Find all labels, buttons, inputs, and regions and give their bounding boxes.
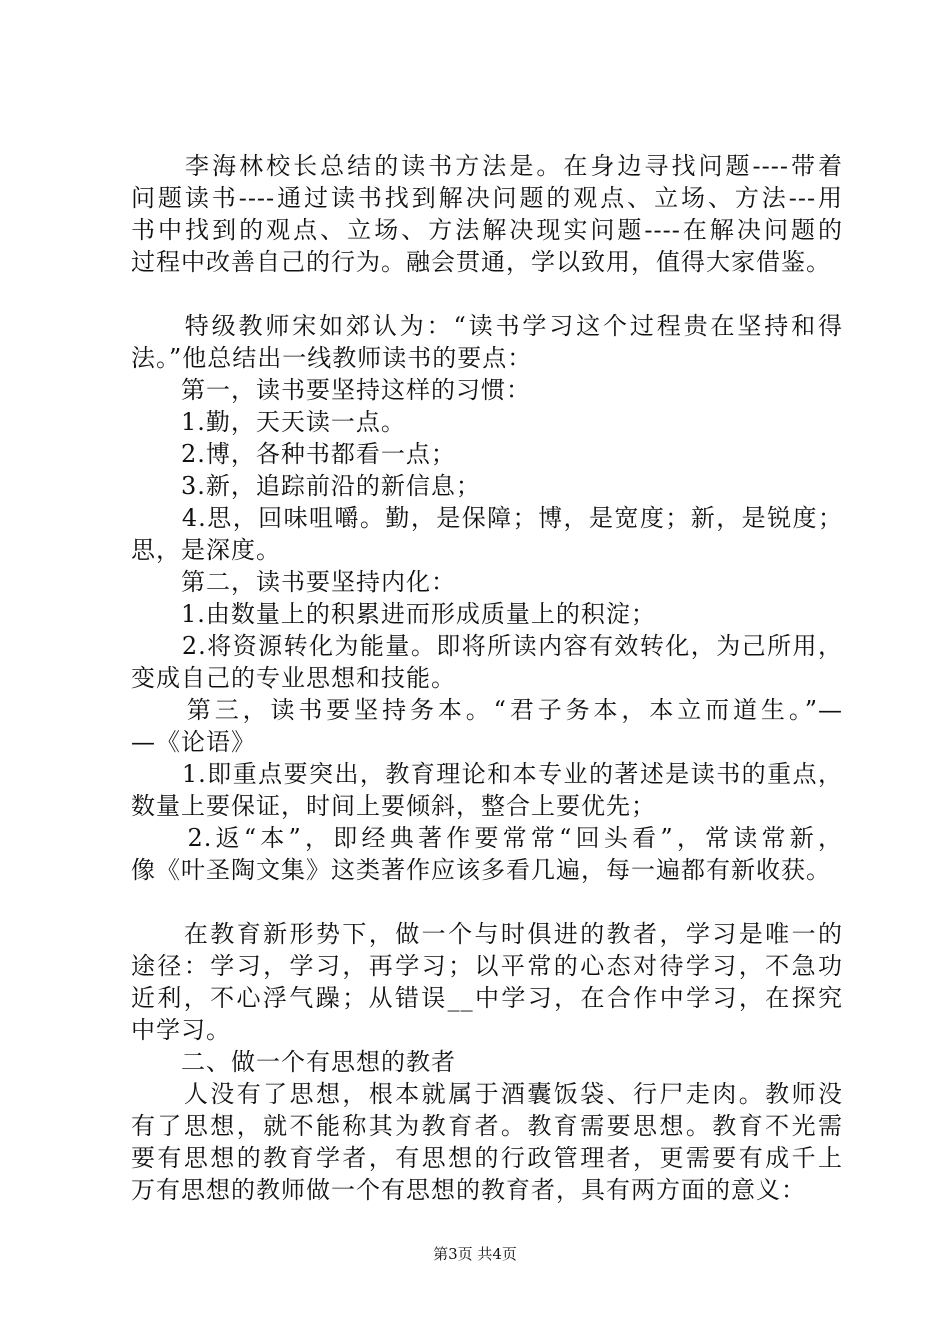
text-line: 1.由数量上的积累进而形成质量上的积淀； [131, 600, 656, 628]
text-line: 书中找到的观点、立场、方法解决现实问题----在解决问题的 [131, 216, 843, 244]
text-line: 法。”他总结出一线教师读书的要点： [131, 344, 533, 372]
text-line: 过程中改善自己的行为。融会贯通，学以致用，值得大家借鉴。 [131, 248, 831, 276]
text-line: —《论语》 [131, 728, 256, 756]
text-line: 2.返“本”，即经典著作要常常“回头看”，常读常新， [131, 824, 843, 852]
text-line: 1.即重点要突出，教育理论和本专业的著述是读书的重点， [131, 760, 843, 788]
text-line: 数量上要保证，时间上要倾斜，整合上要优先； [131, 792, 656, 820]
page-number-footer: 第3页 共4页 [433, 1245, 517, 1263]
text-line: 中学习。 [131, 1016, 231, 1044]
text-line: 2.将资源转化为能量。即将所读内容有效转化，为己所用， [131, 632, 843, 660]
text-line: 在教育新形势下，做一个与时俱进的教者，学习是唯一的 [131, 920, 843, 948]
text-line: 万有思想的教师做一个有思想的教育者，具有两方面的意义： [131, 1176, 806, 1204]
paragraph-gap [131, 278, 843, 310]
text-line: 3.新，追踪前沿的新信息； [131, 472, 481, 500]
paragraph-gap [131, 886, 843, 918]
text-line: 要有思想的教育学者，有思想的行政管理者，更需要有成千上 [131, 1144, 843, 1172]
text-line: 有了思想，就不能称其为教育者。教育需要思想。教育不光需 [131, 1112, 843, 1140]
text-line: 途径：学习，学习，再学习；以平常的心态对待学习，不急功 [131, 952, 843, 980]
document-body [131, 150, 843, 1206]
text-line: 近利，不心浮气躁；从错误__中学习，在合作中学习，在探究 [131, 984, 843, 1012]
text-line: 李海林校长总结的读书方法是。在身边寻找问题----带着 [131, 152, 843, 180]
text-line: 第一，读书要坚持这样的习惯： [131, 376, 531, 404]
text-line: 像《叶圣陶文集》这类著作应该多看几遍，每一遍都有新收获。 [131, 856, 831, 884]
text-line: 特级教师宋如郊认为：“读书学习这个过程贵在坚持和得 [131, 312, 843, 340]
text-line: 人没有了思想，根本就属于酒囊饭袋、行尸走肉。教师没 [131, 1080, 843, 1108]
text-line: 第三，读书要坚持务本。“君子务本，本立而道生。”— [131, 696, 843, 724]
text-line: 1.勤，天天读一点。 [131, 408, 406, 436]
text-line: 变成自己的专业思想和技能。 [131, 664, 456, 692]
text-line: 问题读书----通过读书找到解决问题的观点、立场、方法---用 [131, 184, 843, 212]
text-line: 4.思，回味咀嚼。勤，是保障；博，是宽度；新，是锐度； [131, 504, 843, 532]
text-line: 第二，读书要坚持内化： [131, 568, 456, 596]
section-heading: 二、做一个有思想的教者 [131, 1048, 456, 1076]
text-line: 2.博，各种书都看一点； [131, 440, 456, 468]
text-line: 思，是深度。 [131, 536, 281, 564]
